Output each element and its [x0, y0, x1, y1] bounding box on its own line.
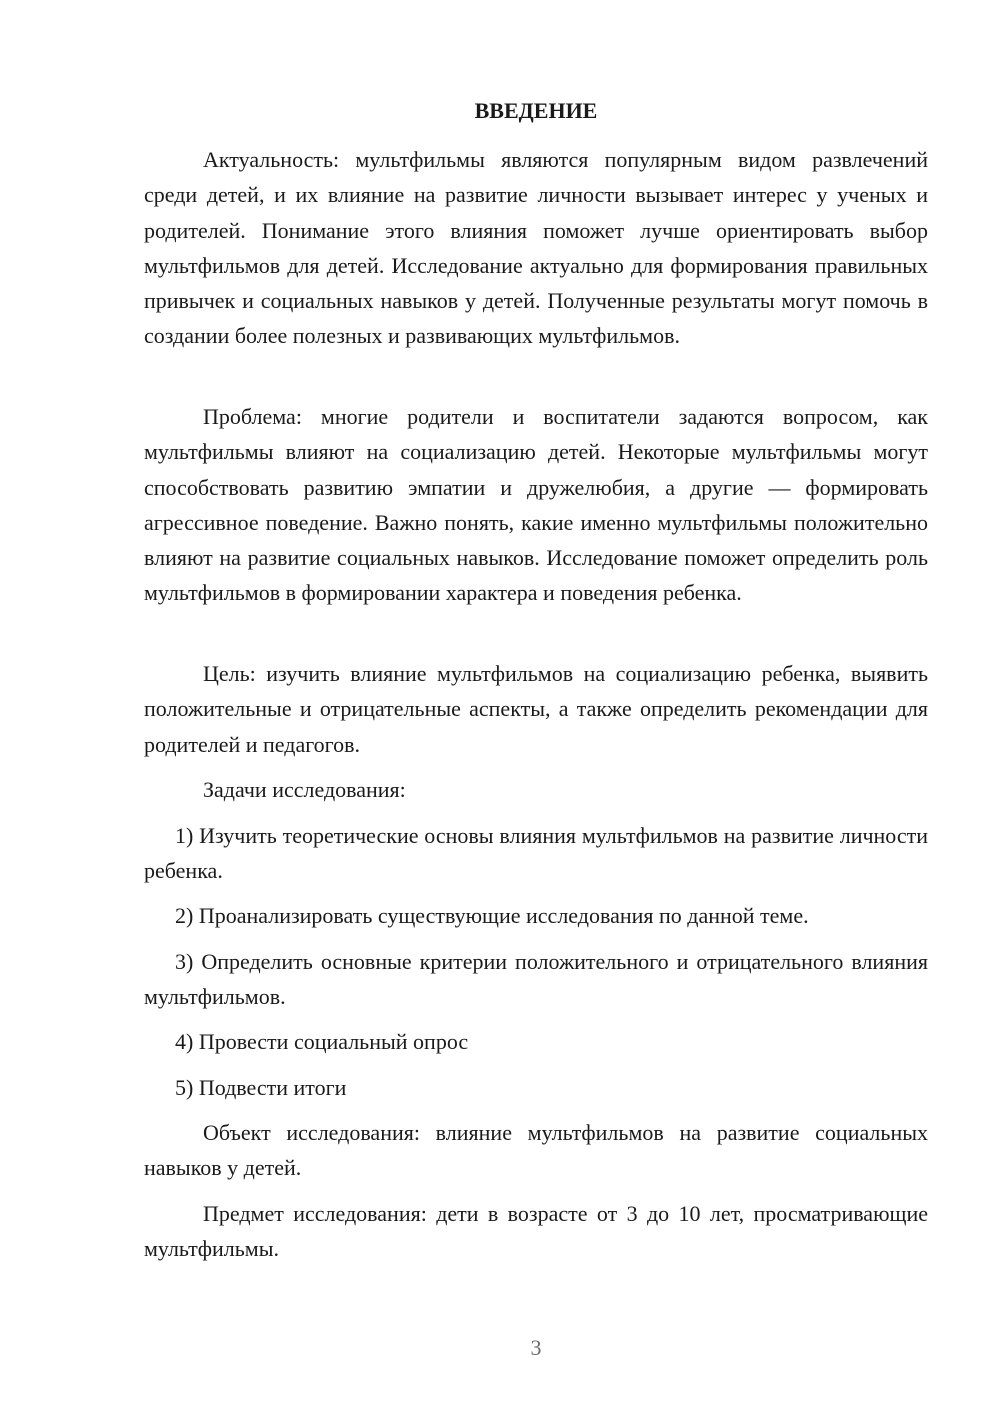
paragraph-problem: Проблема: многие родители и воспитатели задаются вопросом, как мультфильмы влияют на социализацию детей. Некоторые мультфильмы могут способствовать развитию эмпатии и дружелюбия, а другие — формировать агрессивное поведение. Важно понять, какие именно мультфильмы положительно влияют на развитие социальных навыков. Исследование поможет определить роль мультфильмов в формировании характера и поведения ребенка. — [144, 404, 928, 606]
section-heading: ВВЕДЕНИЕ — [474, 98, 598, 123]
task-item-4: 4) Провести социальный опрос — [175, 1029, 469, 1054]
task-item-5: 5) Подвести итоги — [175, 1075, 347, 1100]
paragraph-goal: Цель: изучить влияние мультфильмов на социализацию ребенка, выявить положительные и отрицательные аспекты, а также определить рекомендации для родителей и педагогов. — [144, 661, 928, 757]
paragraph-object: Объект исследования: влияние мультфильмов на развитие социальных навыков у детей. — [144, 1120, 928, 1181]
tasks-heading: Задачи исследования: — [203, 777, 406, 802]
task-item-3: 3) Определить основные критерии положительного и отрицательного влияния мультфильмов. — [144, 949, 928, 1010]
task-item-2: 2) Проанализировать существующие исследования по данной теме. — [175, 903, 809, 928]
paragraph-subject: Предмет исследования: дети в возрасте от 3 до 10 лет, просматривающие мультфильмы. — [144, 1201, 928, 1262]
task-item-1: 1) Изучить теоретические основы влияния мультфильмов на развитие личности ребенка. — [144, 823, 928, 884]
paragraph-relevance: Актуальность: мультфильмы являются популярным видом развлечений среди детей, и их влияние на развитие личности вызывает интерес у ученых и родителей. Понимание этого влияния поможет лучше ориентировать выбор мультфильмов для детей. Исследование актуально для формирования правильных привычек и социальных навыков у детей. Полученные результаты могут помочь в создании более полезных и развивающих мультфильмов. — [144, 147, 928, 349]
page-number: 3 — [530, 1335, 542, 1360]
